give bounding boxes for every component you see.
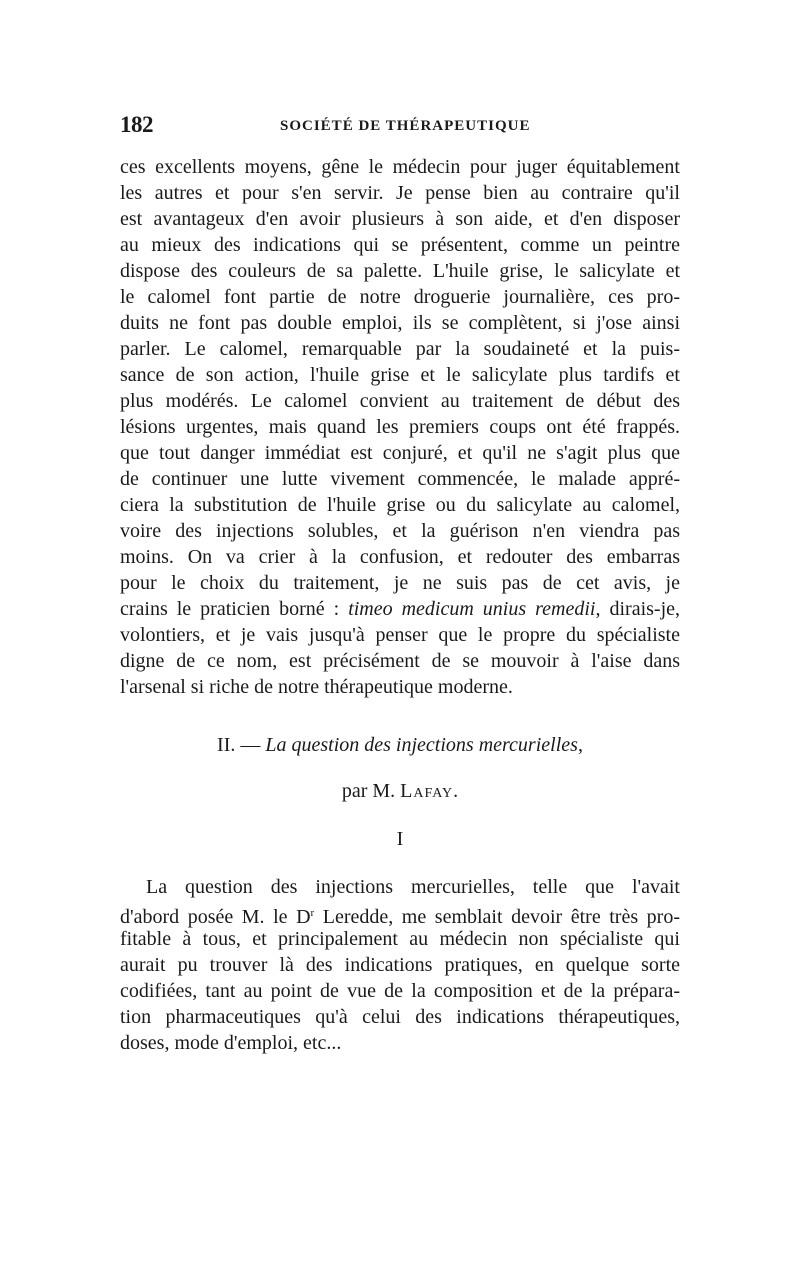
superscript: r [310, 907, 315, 919]
line-text: crains le praticien borné : [120, 598, 349, 620]
latin-quote: timeo medicum unius remedii [348, 598, 596, 620]
body-line: plus modérés. Le calomel convient au traitement de début des [120, 390, 680, 412]
body-line: est avantageux d'en avoir plusieurs à son aide, et d'en disposer [120, 208, 680, 230]
body-line: voire des injections solubles, et la guérison n'en viendra pas [120, 520, 680, 542]
body-line: lésions urgentes, mais quand les premiers coups ont été frappés. [120, 416, 680, 438]
section-title-punct: , [577, 734, 583, 756]
body-line-latin-quote [120, 596, 680, 622]
running-head [120, 112, 680, 138]
page-number: 182 [120, 112, 153, 137]
body-line: volontiers, et je vais jusqu'à penser que le propre du spécialiste [120, 624, 680, 646]
body-line: le calomel font partie de notre droguerie journalière, ces pro- [120, 286, 680, 308]
line-text: Leredde, me semblait devoir être très pro- [314, 906, 680, 928]
body-line: moins. On va crier à la confusion, et redouter des embarras [120, 546, 680, 568]
byline [120, 780, 680, 803]
section-numeral: II. — [217, 734, 266, 756]
body-line: codifiées, tant au point de vue de la composition et de la prépara- [120, 980, 680, 1002]
body-line: les autres et pour s'en servir. Je pense bien au contraire qu'il [120, 182, 680, 204]
body-line: l'arsenal si riche de notre thérapeutique moderne. [120, 676, 513, 698]
body-line: La question des injections mercurielles, telle que l'avait [146, 876, 680, 898]
body-line: ciera la substitution de l'huile grise ou du salicylate au calomel, [120, 494, 680, 516]
body-line: digne de ce nom, est précisément de se mouvoir à l'aise dans [120, 650, 680, 672]
body-line: parler. Le calomel, remarquable par la soudaineté et la puis- [120, 338, 680, 360]
line-text: , dirais-je, [595, 598, 680, 620]
byline-suffix: . [453, 780, 459, 802]
body-line: doses, mode d'emploi, etc... [120, 1032, 342, 1054]
body-line: dispose des couleurs de sa palette. L'huile grise, le salicylate et [120, 260, 680, 282]
byline-prefix: par M. [341, 780, 401, 802]
body-line: au mieux des indications qui se présentent, comme un peintre [120, 234, 680, 256]
author-name: Lafay [400, 780, 454, 802]
section-title: La question des injections mercurielles [265, 734, 578, 756]
subsection-numeral: I [396, 828, 404, 850]
body-line: de continuer une lutte vivement commencée, le malade appré- [120, 468, 680, 490]
body-line: duits ne font pas double emploi, ils se complètent, si j'ose ainsi [120, 312, 680, 334]
body-line: fitable à tous, et principalement au médecin non spécialiste qui [120, 928, 680, 950]
line-text: d'abord posée M. le D [120, 906, 311, 928]
body-line: ces excellents moyens, gêne le médecin pour juger équitablement [120, 156, 680, 178]
body-line: tion pharmaceutiques qu'à celui des indications thérapeutiques, [120, 1006, 680, 1028]
body-line: que tout danger immédiat est conjuré, et qu'il ne s'agit plus que [120, 442, 680, 464]
section-heading [120, 734, 680, 757]
body-line: sance de son action, l'huile grise et le salicylate plus tardifs et [120, 364, 680, 386]
body-line: aurait pu trouver là des indications pratiques, en quelque sorte [120, 954, 680, 976]
body-line: pour le choix du traitement, je ne suis pas de cet avis, je [120, 572, 680, 594]
journal-title: SOCIÉTÉ DE THÉRAPEUTIQUE [280, 118, 531, 134]
